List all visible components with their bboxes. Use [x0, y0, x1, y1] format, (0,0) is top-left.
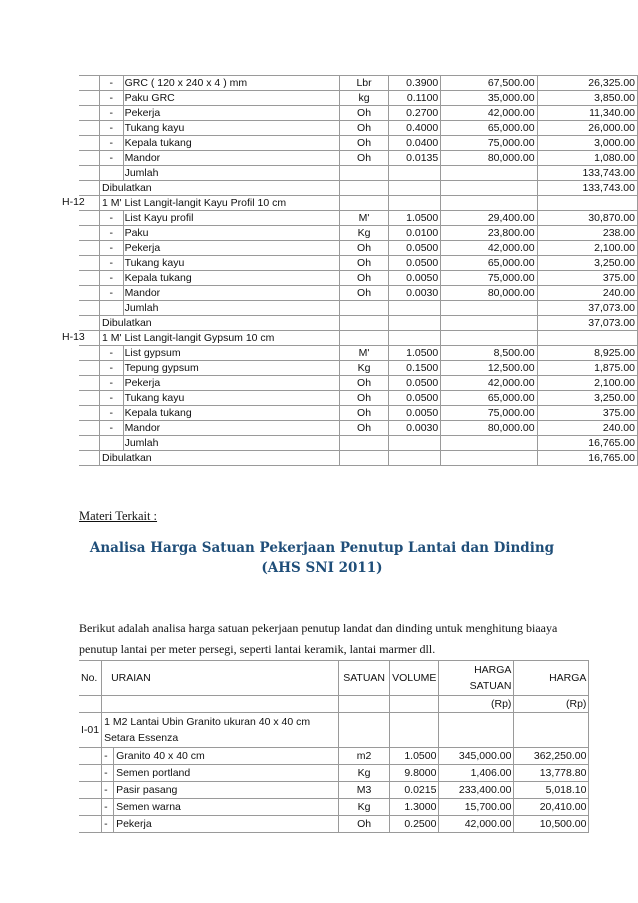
cell-harga_satuan: 15,700.00 — [439, 799, 514, 816]
cell-unit — [339, 331, 388, 346]
cell-unit — [339, 181, 388, 196]
cell-desc: Semen portland — [114, 765, 339, 782]
cell-price: 42,000.00 — [441, 376, 537, 391]
cell-code — [79, 451, 100, 466]
cell-price: 42,000.00 — [441, 241, 537, 256]
cell-code — [79, 151, 100, 166]
table-row — [79, 121, 638, 136]
cell-code — [79, 301, 100, 316]
cell-dash: - — [100, 376, 124, 391]
cell-dash — [100, 301, 124, 316]
table-row — [79, 211, 638, 226]
cell-desc: Mandor — [123, 286, 339, 301]
cell-unit — [339, 166, 388, 181]
cell-price — [441, 181, 537, 196]
cell-total: 37,073.00 — [537, 301, 637, 316]
table-row — [79, 421, 638, 436]
cell-total: 1,875.00 — [537, 361, 637, 376]
cell-total: 3,850.00 — [537, 91, 637, 106]
table-row — [79, 136, 638, 151]
table-row — [79, 436, 638, 451]
table-row — [79, 301, 638, 316]
cell-dash: - — [102, 748, 114, 765]
cell-volume: 0.0215 — [390, 782, 439, 799]
cell-price: 75,000.00 — [441, 271, 537, 286]
cell-dash: - — [100, 76, 124, 91]
unit-rp-1: (Rp) — [439, 696, 514, 713]
table-row — [79, 256, 638, 271]
cell-koef: 0.0030 — [389, 421, 441, 436]
cell-code — [79, 271, 100, 286]
cell-dash: - — [100, 391, 124, 406]
cell-unit: Oh — [339, 421, 388, 436]
table-row — [79, 816, 589, 833]
cell-dash: - — [100, 406, 124, 421]
cell-koef — [389, 196, 441, 211]
cell-desc: Jumlah — [123, 301, 339, 316]
article-description: Berikut adalah analisa harga satuan pekerjaan penutup landat dan dinding untuk menghitung biaaya penutup lantai per meter persegi, seperti lantai keramik, lantai marmer dll. — [79, 621, 558, 656]
cell-price — [441, 301, 537, 316]
cell-desc: Granito 40 x 40 cm — [114, 748, 339, 765]
cell-price: 23,800.00 — [441, 226, 537, 241]
cell-koef: 0.4000 — [389, 121, 441, 136]
cell-price: 75,000.00 — [441, 406, 537, 421]
cell-desc: Pekerja — [123, 106, 339, 121]
cell-total: 26,325.00 — [537, 76, 637, 91]
table-row — [79, 316, 638, 331]
cell-desc: Jumlah — [123, 166, 339, 181]
table-row — [79, 346, 638, 361]
table-row — [79, 241, 638, 256]
cell-koef: 1.0500 — [389, 211, 441, 226]
cell-price: 67,500.00 — [441, 76, 537, 91]
cell-unit — [339, 436, 388, 451]
cell-koef — [389, 331, 441, 346]
cell-price: 80,000.00 — [441, 421, 537, 436]
cell-total: 26,000.00 — [537, 121, 637, 136]
cell-code — [79, 181, 100, 196]
cell-dash: - — [102, 799, 114, 816]
cell-total: 240.00 — [537, 421, 637, 436]
ahs-table-ceiling — [62, 75, 638, 466]
cell-code — [62, 331, 100, 346]
cell-code — [79, 226, 100, 241]
cell-total: 240.00 — [537, 286, 637, 301]
cell-harga: 20,410.00 — [514, 799, 589, 816]
unit-rp-2: (Rp) — [514, 696, 589, 713]
article-title[interactable]: Analisa Harga Satuan Pekerjaan Penutup Lantai dan Dinding (AHS SNI 2011) — [89, 540, 555, 576]
cell-dash: - — [100, 211, 124, 226]
group-description: 1 M2 Lantai Ubin Granito ukuran 40 x 40 cm Setara Essenza — [102, 713, 339, 748]
cell-desc: Paku GRC — [123, 91, 339, 106]
cell-unit: Oh — [339, 271, 388, 286]
cell-total: 2,100.00 — [537, 241, 637, 256]
cell-dash: 1 M' List Langit-langit Kayu Profil 10 cm — [100, 196, 340, 211]
cell-koef: 0.3900 — [389, 76, 441, 91]
cell-price: 80,000.00 — [441, 151, 537, 166]
cell-koef — [389, 301, 441, 316]
cell-dash: Dibulatkan — [100, 181, 340, 196]
cell-unit: Oh — [339, 376, 388, 391]
cell-total: 133,743.00 — [537, 181, 637, 196]
table-row — [79, 451, 638, 466]
cell-dash: - — [100, 121, 124, 136]
cell-price: 35,000.00 — [441, 91, 537, 106]
cell-total: 3,250.00 — [537, 256, 637, 271]
table-row — [79, 406, 638, 421]
cell-desc: Kepala tukang — [123, 136, 339, 151]
cell-dash: 1 M' List Langit-langit Gypsum 10 cm — [100, 331, 340, 346]
cell-total — [537, 331, 637, 346]
cell-code — [79, 211, 100, 226]
cell-koef: 0.0500 — [389, 391, 441, 406]
cell-harga_satuan: 1,406.00 — [439, 765, 514, 782]
cell-code — [79, 241, 100, 256]
cell-code — [79, 376, 100, 391]
cell-desc: Tukang kayu — [123, 121, 339, 136]
cell-code — [79, 346, 100, 361]
cell-desc: Jumlah — [123, 436, 339, 451]
cell-price — [441, 451, 537, 466]
cell-desc: Pasir pasang — [114, 782, 339, 799]
cell-dash: Dibulatkan — [100, 451, 340, 466]
cell-code — [79, 106, 100, 121]
cell-koef — [389, 181, 441, 196]
cell-volume: 0.2500 — [390, 816, 439, 833]
cell-dash: - — [102, 816, 114, 833]
cell-desc: List Kayu profil — [123, 211, 339, 226]
cell-total: 16,765.00 — [537, 436, 637, 451]
cell-volume: 1.3000 — [390, 799, 439, 816]
cell-price: 29,400.00 — [441, 211, 537, 226]
cell-code — [79, 421, 100, 436]
cell-code — [79, 121, 100, 136]
cell-desc: Semen warna — [114, 799, 339, 816]
table-row — [79, 91, 638, 106]
cell-price: 80,000.00 — [441, 286, 537, 301]
ahs-table-floor — [79, 660, 589, 833]
header-uraian: URAIAN — [102, 661, 339, 696]
header-volume: VOLUME — [390, 661, 439, 696]
cell-total: 2,100.00 — [537, 376, 637, 391]
cell-code — [79, 76, 100, 91]
cell-harga_satuan: 42,000.00 — [439, 816, 514, 833]
cell-koef: 0.0050 — [389, 271, 441, 286]
cell-unit: M' — [339, 211, 388, 226]
cell-unit: Oh — [339, 406, 388, 421]
cell-koef: 1.0500 — [389, 346, 441, 361]
cell-price — [441, 166, 537, 181]
cell-desc: Tukang kayu — [123, 391, 339, 406]
cell-desc: Tukang kayu — [123, 256, 339, 271]
cell-desc: Pekerja — [123, 376, 339, 391]
group-code: I-01 — [79, 713, 102, 748]
cell-satuan: Kg — [339, 799, 390, 816]
table-row — [79, 226, 638, 241]
table-row — [79, 196, 638, 211]
table-row — [79, 286, 638, 301]
cell-dash: - — [100, 346, 124, 361]
cell-dash: - — [102, 782, 114, 799]
cell-koef: 0.1100 — [389, 91, 441, 106]
cell-dash: - — [100, 286, 124, 301]
cell-code — [79, 256, 100, 271]
cell-price: 12,500.00 — [441, 361, 537, 376]
cell-desc: Mandor — [123, 151, 339, 166]
table-row — [79, 391, 638, 406]
cell-unit: Oh — [339, 151, 388, 166]
cell-price — [441, 196, 537, 211]
cell-koef — [389, 436, 441, 451]
cell-dash: - — [100, 421, 124, 436]
table-row — [79, 782, 589, 799]
cell-price: 65,000.00 — [441, 121, 537, 136]
cell-satuan: M3 — [339, 782, 390, 799]
item-code: H-13 — [62, 331, 85, 343]
table-row — [79, 181, 638, 196]
cell-desc: Pekerja — [114, 816, 339, 833]
cell-satuan: Kg — [339, 765, 390, 782]
cell-code — [79, 316, 100, 331]
cell-desc: Tepung gypsum — [123, 361, 339, 376]
table-row — [79, 765, 589, 782]
cell-dash: Dibulatkan — [100, 316, 340, 331]
cell-koef — [389, 316, 441, 331]
cell-harga: 10,500.00 — [514, 816, 589, 833]
cell-desc: Paku — [123, 226, 339, 241]
cell-dash — [100, 166, 124, 181]
table-row — [79, 361, 638, 376]
cell-unit — [339, 451, 388, 466]
cell-code — [79, 166, 100, 181]
header-harga: HARGA — [514, 661, 589, 696]
table-row — [79, 166, 638, 181]
cell-dash: - — [100, 106, 124, 121]
table-row — [79, 331, 638, 346]
cell-total: 238.00 — [537, 226, 637, 241]
cell-price: 65,000.00 — [441, 391, 537, 406]
item-code: H-12 — [62, 196, 85, 208]
cell-code — [79, 391, 100, 406]
cell-total: 3,000.00 — [537, 136, 637, 151]
cell-code — [79, 361, 100, 376]
cell-desc: Mandor — [123, 421, 339, 436]
cell-price: 75,000.00 — [441, 136, 537, 151]
cell-unit: Oh — [339, 136, 388, 151]
table-row — [79, 151, 638, 166]
cell-satuan: m2 — [339, 748, 390, 765]
cell-koef — [389, 166, 441, 181]
cell-dash: - — [100, 136, 124, 151]
cell-koef — [389, 451, 441, 466]
cell-unit: Kg — [339, 226, 388, 241]
cell-dash: - — [102, 765, 114, 782]
table-row — [79, 799, 589, 816]
cell-code — [62, 196, 100, 211]
cell-dash: - — [100, 271, 124, 286]
cell-harga: 5,018.10 — [514, 782, 589, 799]
table-row — [79, 76, 638, 91]
cell-unit: Oh — [339, 256, 388, 271]
cell-total: 30,870.00 — [537, 211, 637, 226]
cell-dash: - — [100, 151, 124, 166]
cell-total: 133,743.00 — [537, 166, 637, 181]
cell-koef: 0.0135 — [389, 151, 441, 166]
cell-unit: kg — [339, 91, 388, 106]
cell-unit: Oh — [339, 121, 388, 136]
cell-code — [79, 436, 100, 451]
cell-total: 375.00 — [537, 406, 637, 421]
cell-dash: - — [100, 361, 124, 376]
cell-dash: - — [100, 256, 124, 271]
cell-dash: - — [100, 226, 124, 241]
cell-koef: 0.0030 — [389, 286, 441, 301]
related-material-label: Materi Terkait : — [79, 509, 158, 523]
header-no: No. — [79, 661, 102, 696]
cell-total: 8,925.00 — [537, 346, 637, 361]
cell-total: 3,250.00 — [537, 391, 637, 406]
cell-unit: Kg — [339, 361, 388, 376]
cell-volume: 1.0500 — [390, 748, 439, 765]
cell-koef: 0.0500 — [389, 376, 441, 391]
cell-harga: 13,778.80 — [514, 765, 589, 782]
header-satuan: SATUAN — [339, 661, 390, 696]
cell-koef: 0.0500 — [389, 241, 441, 256]
cell-total: 11,340.00 — [537, 106, 637, 121]
cell-unit: Oh — [339, 241, 388, 256]
table-row — [79, 106, 638, 121]
cell-koef: 0.0400 — [389, 136, 441, 151]
cell-code — [79, 91, 100, 106]
cell-satuan: Oh — [339, 816, 390, 833]
cell-total: 1,080.00 — [537, 151, 637, 166]
cell-unit: Oh — [339, 391, 388, 406]
cell-unit: Lbr — [339, 76, 388, 91]
table-unit-row — [79, 696, 589, 713]
cell-unit: M' — [339, 346, 388, 361]
cell-price — [441, 331, 537, 346]
cell-total: 37,073.00 — [537, 316, 637, 331]
table-row — [79, 748, 589, 765]
group-row — [79, 713, 589, 748]
table-row — [79, 271, 638, 286]
cell-code — [79, 406, 100, 421]
cell-desc: Kepala tukang — [123, 406, 339, 421]
table-header-row — [79, 661, 589, 696]
cell-dash: - — [100, 241, 124, 256]
cell-total: 375.00 — [537, 271, 637, 286]
cell-unit — [339, 316, 388, 331]
table-row — [79, 376, 638, 391]
cell-harga_satuan: 233,400.00 — [439, 782, 514, 799]
cell-koef: 0.0500 — [389, 256, 441, 271]
cell-total: 16,765.00 — [537, 451, 637, 466]
cell-desc: List gypsum — [123, 346, 339, 361]
cell-price: 8,500.00 — [441, 346, 537, 361]
cell-unit: Oh — [339, 106, 388, 121]
cell-total — [537, 196, 637, 211]
cell-unit — [339, 301, 388, 316]
cell-volume: 9.8000 — [390, 765, 439, 782]
cell-desc: Pekerja — [123, 241, 339, 256]
cell-dash — [100, 436, 124, 451]
cell-desc: GRC ( 120 x 240 x 4 ) mm — [123, 76, 339, 91]
cell-code — [79, 286, 100, 301]
cell-koef: 0.0050 — [389, 406, 441, 421]
cell-price — [441, 316, 537, 331]
cell-price — [441, 436, 537, 451]
cell-unit: Oh — [339, 286, 388, 301]
cell-price: 65,000.00 — [441, 256, 537, 271]
cell-koef: 0.2700 — [389, 106, 441, 121]
cell-harga: 362,250.00 — [514, 748, 589, 765]
cell-desc: Kepala tukang — [123, 271, 339, 286]
cell-koef: 0.0100 — [389, 226, 441, 241]
cell-dash: - — [100, 91, 124, 106]
cell-harga_satuan: 345,000.00 — [439, 748, 514, 765]
header-harga-satuan: HARGA SATUAN — [439, 661, 514, 696]
cell-koef: 0.1500 — [389, 361, 441, 376]
cell-price: 42,000.00 — [441, 106, 537, 121]
cell-unit — [339, 196, 388, 211]
cell-code — [79, 136, 100, 151]
